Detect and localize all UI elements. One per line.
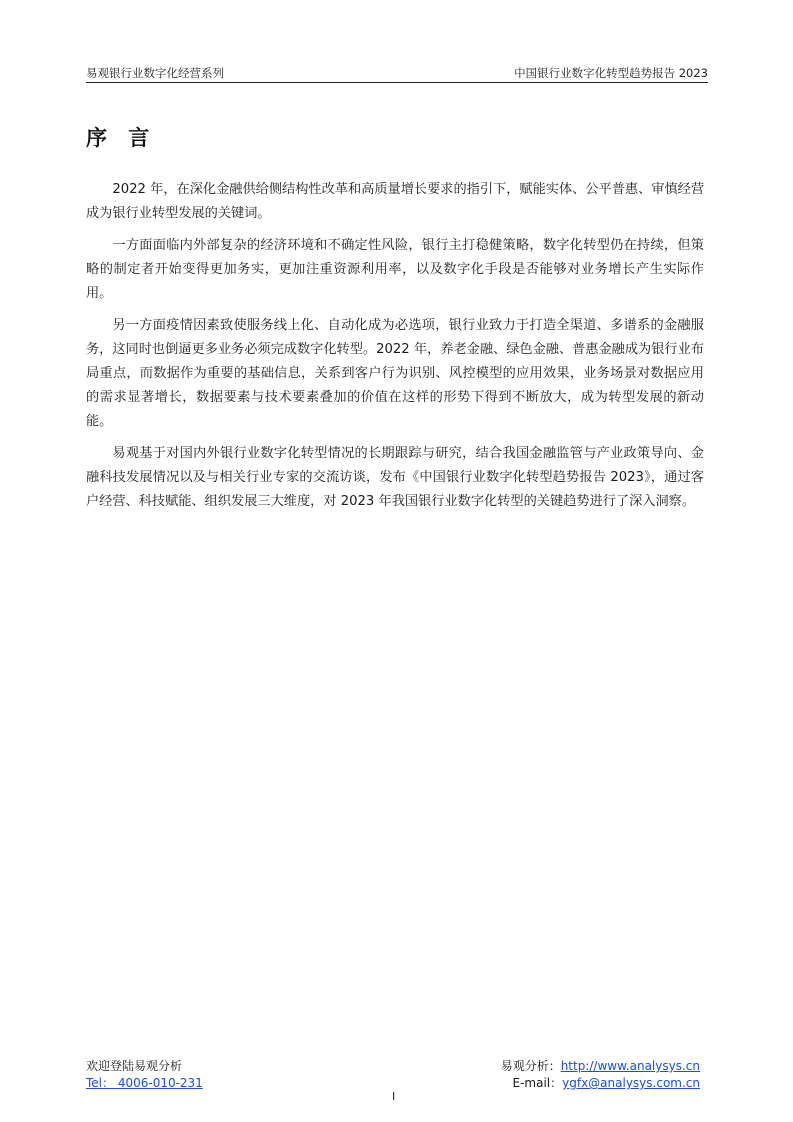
email-line <box>501 1075 700 1092</box>
paragraph-4: 易观基于对国内外银行业数字化转型情况的长期跟踪与研究，结合我国金融监管与产业政策导向、金融科技发展情况以及与相关行业专家的交流访谈，发布《中国银行业数字化转型趋势报告 2023》，通过客户经营、科技赋能、组织发展三大维度，对 2023 年我国银行业数字化转型的关键趋势进行了深入洞察。 <box>86 446 704 509</box>
preface-body <box>86 178 704 522</box>
footer-right <box>501 1058 700 1092</box>
paragraph-2: 一方面面临内外部复杂的经济环境和不确定性风险，银行主打稳健策略，数字化转型仍在持续，但策略的制定者开始变得更加务实，更加注重资源利用率，以及数字化手段是否能够对业务增长产生实际作用。 <box>86 238 704 301</box>
page-number: I <box>392 1090 396 1103</box>
page-title: 序 言 <box>86 126 157 150</box>
header-series-title: 易观银行业数字化经营系列 <box>86 66 224 80</box>
email-label: E-mail： <box>512 1076 563 1090</box>
footer-welcome-text: 欢迎登陆易观分析 <box>86 1059 183 1073</box>
email-link[interactable]: ygfx@analysys.com.cn <box>562 1076 700 1090</box>
tel-link[interactable]: Tel： 4006-010-231 <box>86 1076 203 1090</box>
footer-left <box>86 1058 203 1092</box>
website-link[interactable]: http://www.analysys.cn <box>560 1059 700 1073</box>
paragraph-3: 另一方面疫情因素致使服务线上化、自动化成为必选项，银行业致力于打造全渠道、多谱系的金融服务，这同时也倒逼更多业务必须完成数字化转型。2022 年，养老金融、绿色金融、普惠金融成为银行业布局重点，而数据作为重要的基础信息，关系到客户行为识别、风控模型的应用效果，业务场景对数据应用的需求显著增长，数据要素与技术要素叠加的价值在这样的形势下得到不断放大，成为转型发展的新动能。 <box>86 318 704 429</box>
page-header <box>86 62 708 83</box>
website-label: 易观分析： <box>500 1059 561 1073</box>
website-line <box>501 1058 700 1075</box>
paragraph-1: 2022 年，在深化金融供给侧结构性改革和高质量增长要求的指引下，赋能实体、公平普惠、审慎经营成为银行业转型发展的关键词。 <box>86 182 705 221</box>
header-report-title: 中国银行业数字化转型趋势报告 2023 <box>514 66 708 80</box>
